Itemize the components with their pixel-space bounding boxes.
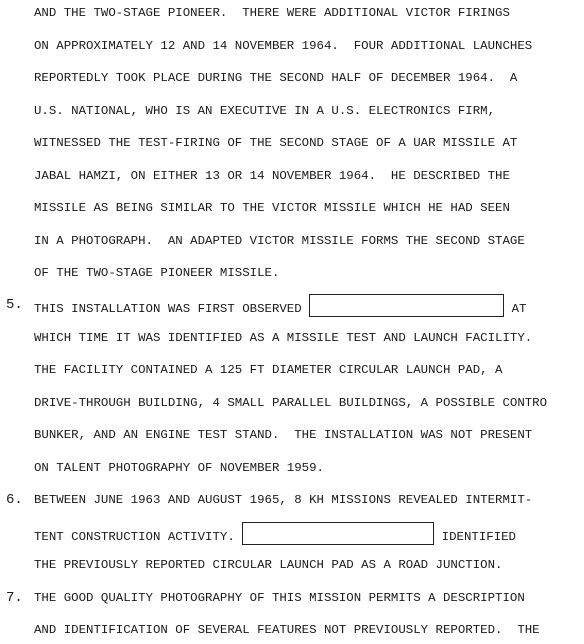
text-line: JABAL HAMZI, ON EITHER 13 OR 14 NOVEMBER 1964. HE DESCRIBED THE	[34, 169, 510, 183]
text-line: THE GOOD QUALITY PHOTOGRAPHY OF THIS MISSION PERMITS A DESCRIPTION	[34, 591, 525, 605]
text-line: ON TALENT PHOTOGRAPHY OF NOVEMBER 1959.	[34, 461, 324, 475]
text-line: AND THE TWO-STAGE PIONEER. THERE WERE ADDITIONAL VICTOR FIRINGS	[34, 6, 510, 20]
text-line: IN A PHOTOGRAPH. AN ADAPTED VICTOR MISSILE FORMS THE SECOND STAGE	[34, 234, 525, 248]
text-line	[34, 297, 527, 316]
text-line: ON APPROXIMATELY 12 AND 14 NOVEMBER 1964. FOUR ADDITIONAL LAUNCHES	[34, 39, 533, 53]
text-segment: THIS INSTALLATION WAS FIRST OBSERVED	[34, 301, 302, 316]
text-line	[34, 525, 516, 544]
text-line: BETWEEN JUNE 1963 AND AUGUST 1965, 8 KH MISSIONS REVEALED INTERMIT-	[34, 493, 533, 507]
text-line: THE FACILITY CONTAINED A 125 FT DIAMETER CIRCULAR LAUNCH PAD, A	[34, 363, 503, 377]
text-line: AND IDENTIFICATION OF SEVERAL FEATURES NOT PREVIOUSLY REPORTED. THE	[34, 623, 540, 637]
paragraph-number: 6.	[6, 492, 23, 508]
text-line: DRIVE-THROUGH BUILDING, 4 SMALL PARALLEL BUILDINGS, A POSSIBLE CONTRO	[34, 396, 548, 410]
text-line: WHICH TIME IT WAS IDENTIFIED AS A MISSILE TEST AND LAUNCH FACILITY.	[34, 331, 533, 345]
text-line: WITNESSED THE TEST-FIRING OF THE SECOND STAGE OF A UAR MISSILE AT	[34, 136, 518, 150]
text-line: THE PREVIOUSLY REPORTED CIRCULAR LAUNCH PAD AS A ROAD JUNCTION.	[34, 558, 503, 572]
text-segment: IDENTIFIED	[441, 529, 516, 544]
text-segment: AT	[511, 301, 527, 316]
text-line: U.S. NATIONAL, WHO IS AN EXECUTIVE IN A U.S. ELECTRONICS FIRM,	[34, 104, 496, 118]
paragraph-number: 7.	[6, 590, 23, 606]
paragraph-number: 5.	[6, 297, 23, 313]
text-line: REPORTEDLY TOOK PLACE DURING THE SECOND HALF OF DECEMBER 1964. A	[34, 71, 518, 85]
redaction-box	[309, 294, 504, 317]
text-segment: TENT CONSTRUCTION ACTIVITY.	[34, 529, 235, 544]
text-line: BUNKER, AND AN ENGINE TEST STAND. THE INSTALLATION WAS NOT PRESENT	[34, 428, 533, 442]
text-line: OF THE TWO-STAGE PIONEER MISSILE.	[34, 266, 280, 280]
redaction-box	[242, 522, 434, 545]
text-line: MISSILE AS BEING SIMILAR TO THE VICTOR MISSILE WHICH HE HAD SEEN	[34, 201, 510, 215]
